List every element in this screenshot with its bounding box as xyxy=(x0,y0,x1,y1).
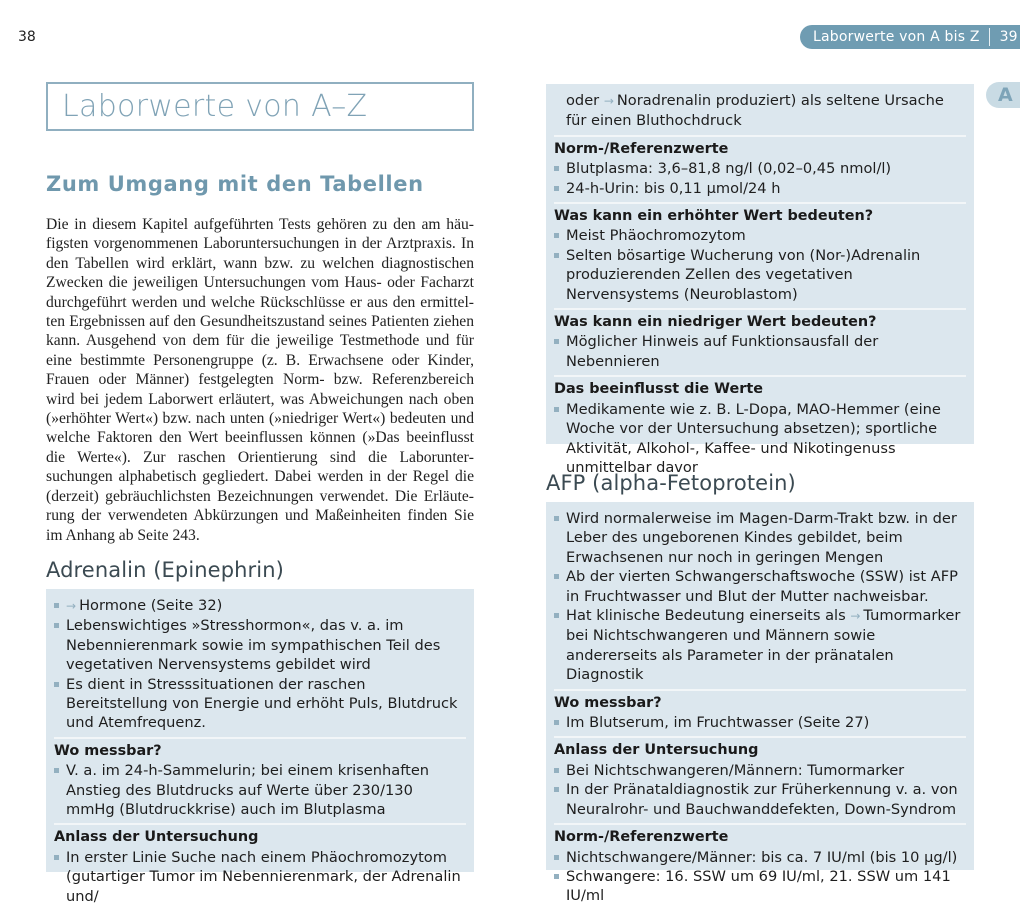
cross-reference-link[interactable]: Tumormarker bei Nichtschwangeren und Männern sowie andererseits als Parameter in der pränatalen Diagnostik xyxy=(566,607,961,684)
list-item: Schwangere: 16. SSW um 69 IU/ml, 21. SSW um 141 IU/ml xyxy=(554,867,966,906)
entry-title-afp: AFP (alpha-Fetoprotein) xyxy=(546,471,796,495)
list-item: Selten bösartige Wucherung von (Nor-)Adrenalin produzierenden Zellen des vegetativen Nervensystems (Neuroblastom) xyxy=(554,246,966,304)
list-item: Medikamente wie z. B. L-Dopa, MAO-Hemmer (eine Woche vor der Untersuchung absetzen); sportliche Aktivität, Alkohol-, Kaffee- und Nikotingenuss unmittelbar davor xyxy=(554,400,966,478)
list-item: 24-h-Urin: bis 0,11 µmol/24 h xyxy=(554,179,966,198)
group-label: Das beeinflusst die Werte xyxy=(554,381,764,398)
list-item: Möglicher Hinweis auf Funktionsausfall der Nebennieren xyxy=(554,332,966,371)
chapter-title: Laborwerte von A–Z xyxy=(62,89,368,124)
group-label: Norm-/Referenzwerte xyxy=(554,140,729,157)
chapter-title-box xyxy=(46,82,474,131)
adrenalin-anlass-group xyxy=(54,825,466,910)
list-item: Nichtschwangere/Männer: bis ca. 7 IU/ml (bis 10 µg/l) xyxy=(554,848,966,867)
list-item: In der Pränataldiagnostik zur Früherkennung v. a. von Neuralrohr- und Bauchwanddefekten, Down-Syndrom xyxy=(554,780,966,819)
list-item: Im Blutserum, im Fruchtwasser (Seite 27) xyxy=(554,713,966,732)
list-item xyxy=(554,91,966,131)
low-value-group xyxy=(554,310,966,377)
continuation-text: oder xyxy=(566,92,600,109)
list-item xyxy=(54,596,466,616)
running-header xyxy=(800,25,1020,49)
section-subheading: Zum Umgang mit den Tabellen xyxy=(46,172,424,196)
list-item: V. a. im 24-h-Sammelurin; bei einem krisenhaften Anstieg des Blutdrucks auf Werte über 230/130 mmHg (Blutdruckkrise) auch im Blutplasma xyxy=(54,761,466,819)
list-item: Lebenswichtiges »Stresshormon«, das v. a. im Nebennierenmark sowie im sympathischen Teil des vegetativen Nervensystems gebildet wird xyxy=(54,616,466,674)
high-value-group xyxy=(554,204,966,310)
list-item: Wird normalerweise im Magen-Darm-Trakt bzw. in der Leber des ungeborenen Kindes gebildet, beim Erwachsenen nur noch in geringen Mengen xyxy=(554,509,966,567)
list-item: Ab der vierten Schwangerschaftswoche (SSW) ist AFP in Fruchtwasser und Blut der Mutter nachweisbar. xyxy=(554,567,966,606)
cross-reference-arrow-icon: → xyxy=(850,609,861,624)
afp-norm-group xyxy=(554,825,966,910)
group-label: Wo messbar? xyxy=(54,742,162,759)
afp-wo-group xyxy=(554,691,966,739)
right-page-number: 39 xyxy=(999,29,1018,45)
cross-reference-arrow-icon: → xyxy=(66,599,77,613)
list-item: Meist Phäochromozytom xyxy=(554,226,966,245)
index-letter-tab: A xyxy=(986,82,1020,108)
adrenalin-table-continued xyxy=(546,84,974,476)
item-text: Hat klinische Bedeutung einerseits als xyxy=(566,607,846,625)
group-label: Was kann ein erhöhter Wert bedeuten? xyxy=(554,208,874,225)
afp-intro-group xyxy=(554,506,966,691)
afp-anlass-group xyxy=(554,738,966,825)
entry-title-adrenalin: Adrenalin (Epinephrin) xyxy=(46,558,284,582)
factors-group xyxy=(554,377,966,481)
group-label: Anlass der Untersuchung xyxy=(554,742,759,759)
cross-reference-link[interactable]: Hormone (Seite 32) xyxy=(79,597,223,614)
adrenalin-wo-group xyxy=(54,739,466,826)
list-item: Bei Nichtschwangeren/Männern: Tumormarker xyxy=(554,761,966,780)
list-item: In erster Linie Suche nach einem Phäochromozytom (gutartiger Tumor im Nebennierenmark, der Adrenalin und/ xyxy=(54,848,466,906)
cross-reference-arrow-icon: → xyxy=(603,94,614,108)
left-page-number: 38 xyxy=(18,29,36,45)
group-label: Norm-/Referenzwerte xyxy=(554,829,729,846)
adrenalin-intro-group xyxy=(54,593,466,739)
norm-group xyxy=(554,137,966,204)
adrenalin-table xyxy=(46,589,474,905)
group-label: Wo messbar? xyxy=(554,694,662,711)
header-divider xyxy=(989,28,990,46)
group-label: Anlass der Untersuchung xyxy=(54,829,259,846)
group-label: Was kann ein niedriger Wert bedeuten? xyxy=(554,314,877,331)
running-title: Laborwerte von A bis Z xyxy=(813,29,980,45)
afp-table xyxy=(546,502,974,905)
list-item: Blutplasma: 3,6–81,8 ng/l (0,02–0,45 nmol/l) xyxy=(554,159,966,178)
list-item xyxy=(554,606,966,685)
list-item: Es dient in Stresssituationen der raschen Bereitstellung von Energie und erhöht Puls, Blutdruck und Atemfrequenz. xyxy=(54,675,466,733)
continuation-group xyxy=(554,88,966,137)
cross-reference-link[interactable]: Noradrenalin produziert) als seltene Ursache für einen Bluthochdruck xyxy=(566,92,944,130)
intro-paragraph: Die in diesem Kapitel aufgeführten Tests gehören zu den am häufigsten vorgenommenen Laboruntersuchungen in der Arztpraxis. In den Tabellen wird erklärt, wann bzw. zu welchen diagnostischen Zwecken die jeweiligen Untersuchungen vom Haus- oder Facharzt durchgeführt werden und welche Rückschlüsse er aus den ermittelten Ergebnissen auf den Gesundheitszustand seines Patienten ziehen kann. Ausgehend von dem für die jeweilige Testmethode und für eine bestimmte Personengruppe (z. B. Erwachsene oder Kinder, Frauen oder Männer) festgelegten Norm- bzw. Referenzbereich wird bei jedem Laborwert erläutert, was Abweichungen nach oben (»erhöhter Wert«) bzw. nach unten (»niedriger Wert«) bedeuten und welche Faktoren den Wert beeinflussen können (»Das beeinflusst die Werte«). Zur raschen Orientierung sind die Laboruntersuchungen alphabetisch gegliedert. Dabei werden in der Regel die (derzeit) gebräuchlichsten Bezeichnungen verwendet. Die Erläuterung der verwendeten Abkürzungen und Maßeinheiten finden Sie im Anhang ab Seite 243. xyxy=(46,216,474,544)
